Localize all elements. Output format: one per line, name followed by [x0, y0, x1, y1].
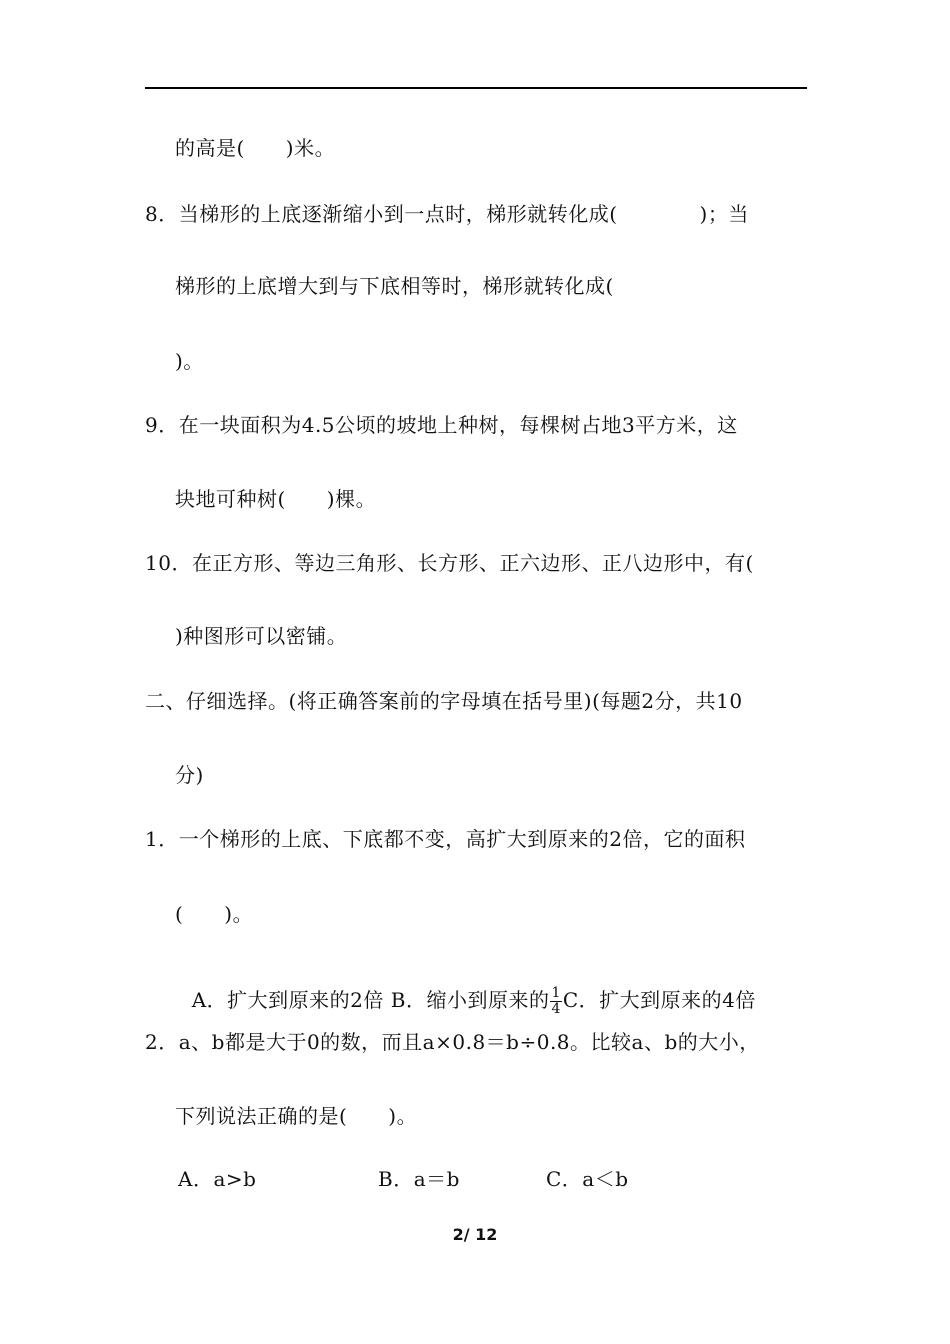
text-line: )。 — [175, 349, 204, 373]
header-rule — [145, 87, 807, 89]
text-line: 下列说法正确的是( )。 — [175, 1104, 418, 1128]
page-number: 2/ 12 — [452, 1225, 498, 1244]
option-text: C．扩大到原来的4倍 — [562, 988, 756, 1012]
text-line: 的高是( )米。 — [175, 136, 336, 160]
mc-question-2: 2．a、b都是大于0的数，而且a×0.8＝b÷0.8。比较a、b的大小， — [145, 1030, 760, 1054]
text-line: 梯形的上底增大到与下底相等时，梯形就转化成( — [175, 274, 614, 298]
option-c: C．a＜b — [546, 1167, 629, 1191]
option-b: B．a＝b — [378, 1167, 460, 1191]
fraction-numerator: 1 — [551, 985, 561, 1001]
question-10: 10．在正方形、等边三角形、长方形、正六边形、正八边形中，有( — [145, 551, 754, 575]
text-line: 块地可种树( )棵。 — [175, 487, 377, 511]
fraction-denominator: 4 — [551, 1001, 561, 1017]
section-heading: 二、仔细选择。(将正确答案前的字母填在括号里)(每题2分，共10 — [145, 689, 743, 713]
option-a: A．a>b — [178, 1167, 257, 1191]
fraction — [550, 986, 561, 1017]
mc-options-1 — [178, 958, 756, 1017]
option-text: A．扩大到原来的2倍 B．缩小到原来的 — [191, 988, 550, 1012]
answer-blank: ( )。 — [175, 902, 254, 926]
text-line: 分) — [175, 763, 204, 787]
question-9: 9．在一块面积为4.5公顷的坡地上种树，每棵树占地3平方米，这 — [145, 413, 738, 437]
mc-question-1: 1．一个梯形的上底、下底都不变，高扩大到原来的2倍，它的面积 — [145, 827, 746, 851]
question-8: 8．当梯形的上底逐渐缩小到一点时，梯形就转化成( )；当 — [145, 202, 749, 226]
text-line: )种图形可以密铺。 — [175, 624, 348, 648]
